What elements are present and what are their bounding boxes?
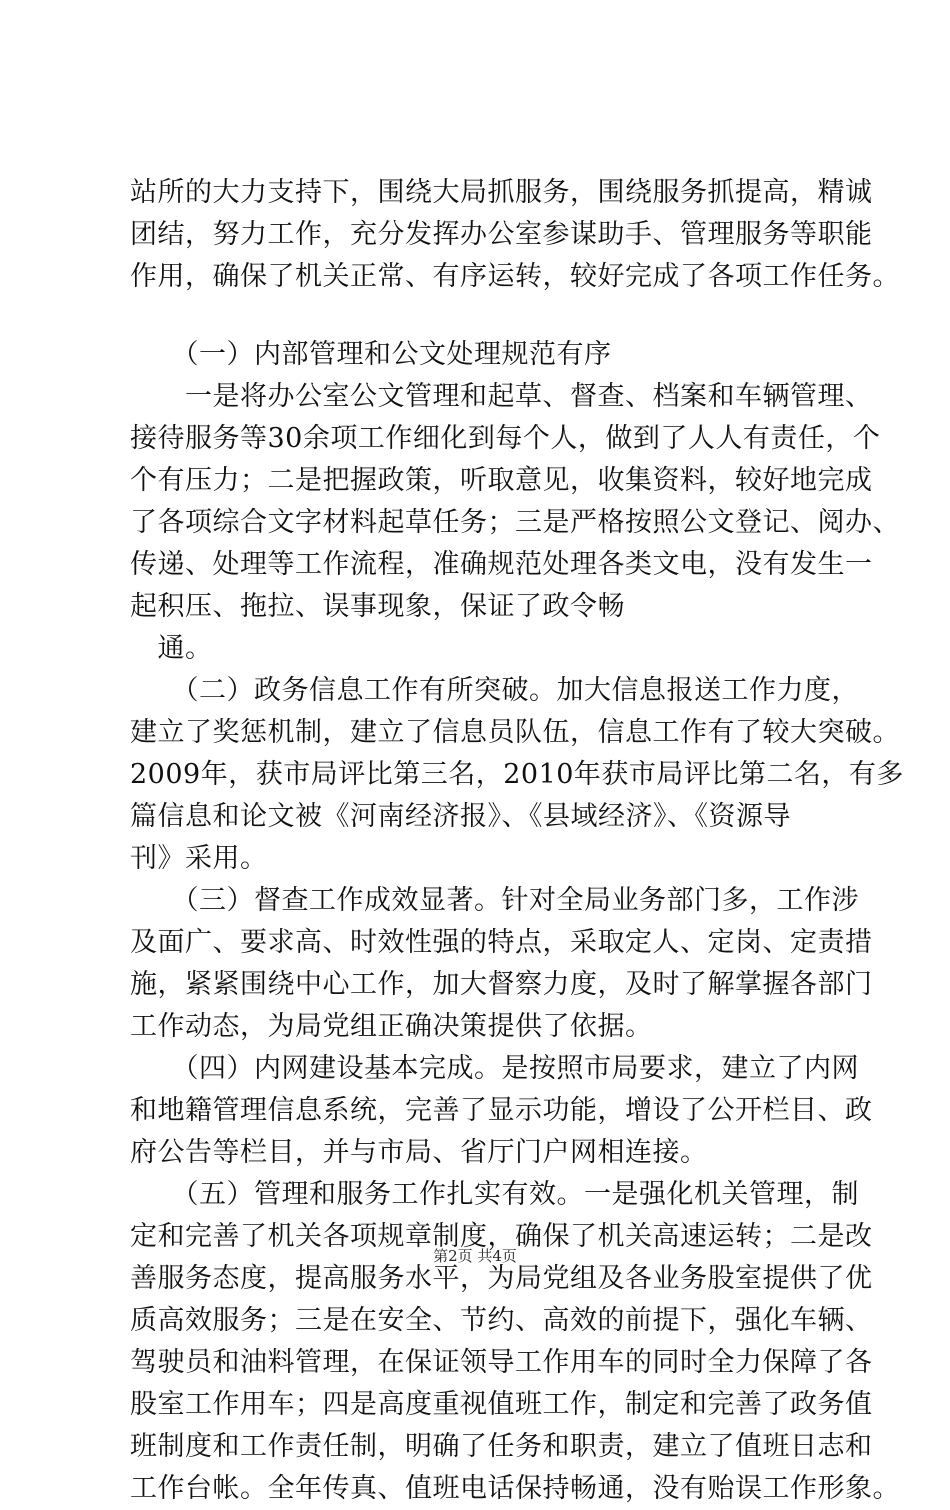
- text-line: 站所的大力支持下，围绕大局抓服务，围绕服务抓提高，精诚: [130, 177, 873, 208]
- text-line: （五）管理和服务工作扎实有效。一是强化机关管理，制: [130, 1179, 859, 1210]
- text-line: 工作动态，为局党组正确决策提供了依据。: [130, 1011, 653, 1042]
- text-line: （三）督查工作成效显著。针对全局业务部门多，工作涉: [130, 885, 859, 916]
- text-line: 一是将办公室公文管理和起草、督查、档案和车辆管理、: [130, 381, 873, 412]
- text-line: 施，紧紧围绕中心工作，加大督察力度，及时了解掌握各部门: [130, 969, 873, 1000]
- page-number-footer: 第2页 共4页: [433, 1247, 517, 1265]
- text-line: 工作台帐。全年传真、值班电话保持畅通，没有贻误工作形象。: [130, 1473, 900, 1504]
- text-line: 善服务态度，提高服务水平，为局党组及各业务股室提供了优: [130, 1263, 873, 1294]
- document-body: [130, 172, 904, 1510]
- text-line: 作用，确保了机关正常、有序运转，较好完成了各项工作任务。: [130, 261, 900, 292]
- text-line: 个有压力；二是把握政策，听取意见，收集资料，较好地完成: [130, 465, 873, 496]
- text-line: （二）政务信息工作有所突破。加大信息报送工作力度，: [130, 675, 859, 706]
- text-line: 及面广、要求高、时效性强的特点，采取定人、定岗、定责措: [130, 927, 873, 958]
- text-line: 了各项综合文字材料起草任务；三是严格按照公文登记、阅办、: [130, 507, 900, 538]
- text-line: 刊》采用。: [130, 843, 268, 874]
- text-line: 班制度和工作责任制，明确了任务和职责，建立了值班日志和: [130, 1431, 873, 1462]
- text-line: 股室工作用车；四是高度重视值班工作，制定和完善了政务值: [130, 1389, 873, 1420]
- text-line: 和地籍管理信息系统，完善了显示功能，增设了公开栏目、政: [130, 1095, 873, 1126]
- text-line: 传递、处理等工作流程，准确规范处理各类文电，没有发生一: [130, 549, 873, 580]
- text-line: 2009年，获市局评比第三名，2010年获市局评比第二名，有多: [130, 759, 904, 790]
- text-line: 起积压、拖拉、误事现象，保证了政令畅: [130, 591, 625, 622]
- text-line: 接待服务等30余项工作细化到每个人，做到了人人有责任，个: [130, 423, 881, 454]
- section-heading: （一）内部管理和公文处理规范有序: [130, 339, 612, 370]
- text-line: 府公告等栏目，并与市局、省厅门户网相连接。: [130, 1137, 708, 1168]
- text-line: 定和完善了机关各项规章制度，确保了机关高速运转；二是改: [130, 1221, 873, 1252]
- text-line: 通。: [130, 633, 213, 664]
- text-line: 团结，努力工作，充分发挥办公室参谋助手、管理服务等职能: [130, 219, 873, 250]
- text-line: 建立了奖惩机制，建立了信息员队伍，信息工作有了较大突破。: [130, 717, 900, 748]
- text-line: （四）内网建设基本完成。是按照市局要求，建立了内网: [130, 1053, 859, 1084]
- paragraph-gap: [130, 298, 855, 334]
- text-line: 篇信息和论文被《河南经济报》、《县域经济》、《资源导: [130, 801, 791, 832]
- text-line: 质高效服务；三是在安全、节约、高效的前提下，强化车辆、: [130, 1305, 873, 1336]
- text-line: 驾驶员和油料管理，在保证领导工作用车的同时全力保障了各: [130, 1347, 873, 1378]
